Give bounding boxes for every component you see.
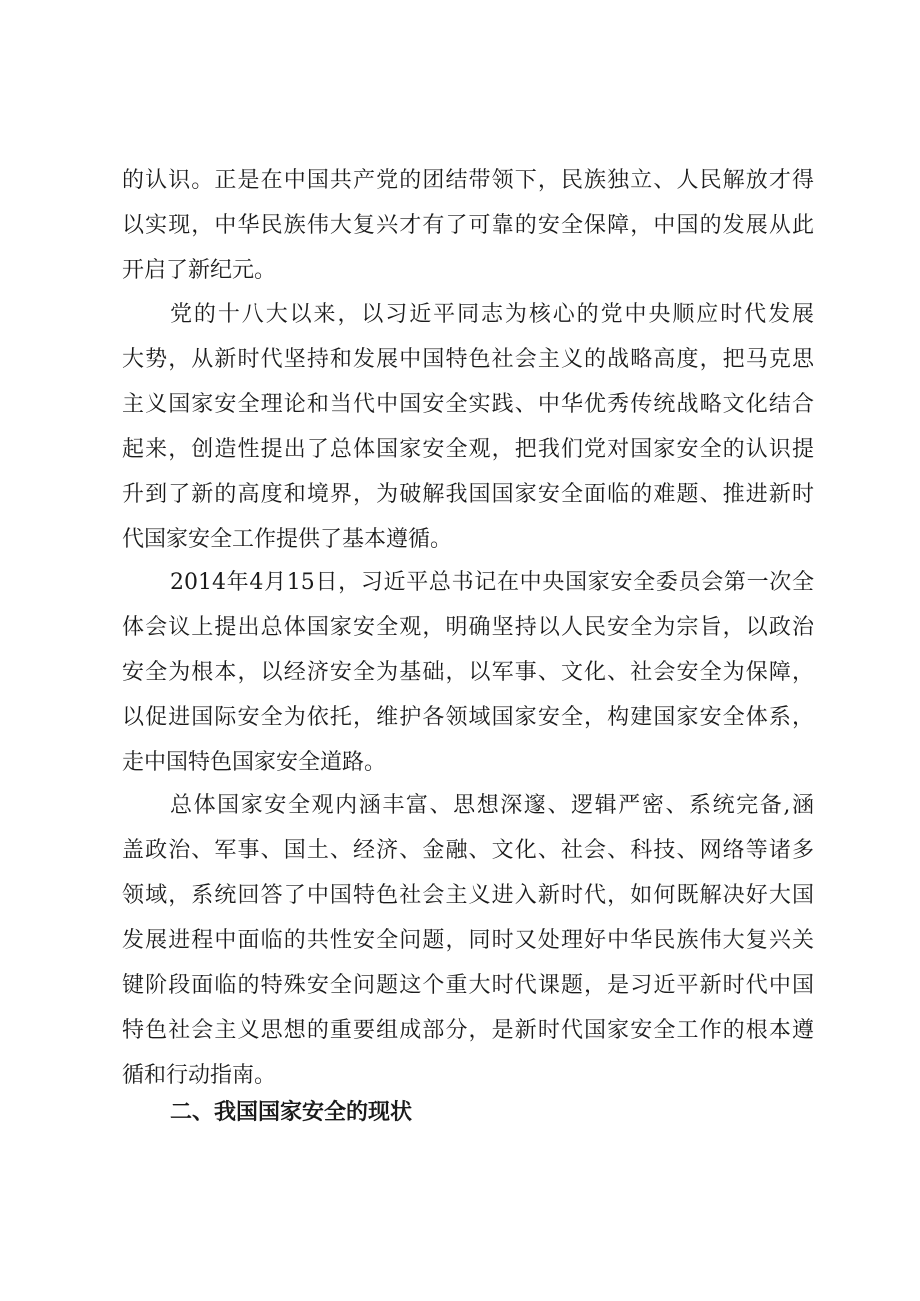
text-line: 开启了新纪元。 xyxy=(122,258,277,283)
text-line: 体会议上提出总体国家安全观，明确坚持以人民安全为宗旨，以政治 xyxy=(122,615,814,640)
paragraph-2 xyxy=(122,292,814,562)
text-line: 特色社会主义思想的重要组成部分，是新时代国家安全工作的根本遵 xyxy=(122,1018,814,1043)
text-line: 以促进国际安全为依托，维护各领域国家安全，构建国家安全体系， xyxy=(122,705,814,730)
paragraph-1 xyxy=(122,158,814,293)
text-line: 升到了新的高度和境界，为破解我国国家安全面临的难题、推进新时 xyxy=(122,482,814,507)
paragraph-3 xyxy=(122,560,814,785)
text-line: 2014年4月15日，习近平总书记在中央国家安全委员会第一次全 xyxy=(170,570,814,595)
text-line: 主义国家安全理论和当代中国安全实践、中华优秀传统战略文化结合 xyxy=(122,392,814,417)
text-line: 代国家安全工作提供了基本遵循。 xyxy=(122,527,453,552)
text-line: 党的十八大以来，以习近平同志为核心的党中央顺应时代发展 xyxy=(170,302,814,327)
text-line: 循和行动指南。 xyxy=(122,1063,277,1088)
section-heading: 二、我国国家安全的现状 xyxy=(170,1100,413,1125)
text-line: 以实现，中华民族伟大复兴才有了可靠的安全保障，中国的发展从此 xyxy=(122,213,814,238)
text-line: 起来，创造性提出了总体国家安全观，把我们党对国家安全的认识提 xyxy=(122,437,814,462)
text-line: 发展进程中面临的共性安全问题，同时又处理好中华民族伟大复兴关 xyxy=(122,928,814,953)
text-line: 领域，系统回答了中国特色社会主义进入新时代，如何既解决好大国 xyxy=(122,883,814,908)
text-line: 的认识。正是在中国共产党的团结带领下，民族独立、人民解放才得 xyxy=(122,168,814,193)
text-line: 大势，从新时代坚持和发展中国特色社会主义的战略高度，把马克思 xyxy=(122,347,814,372)
text-line: 安全为根本，以经济安全为基础，以军事、文化、社会安全为保障， xyxy=(122,660,814,685)
text-line: 键阶段面临的特殊安全问题这个重大时代课题，是习近平新时代中国 xyxy=(122,973,814,998)
text-line: 总体国家安全观内涵丰富、思想深邃、逻辑严密、系统完备,涵 xyxy=(170,793,814,818)
text-line: 走中国特色国家安全道路。 xyxy=(122,750,387,775)
text-line: 盖政治、军事、国土、经济、金融、文化、社会、科技、网络等诸多 xyxy=(122,838,814,863)
paragraph-4 xyxy=(122,783,814,1098)
